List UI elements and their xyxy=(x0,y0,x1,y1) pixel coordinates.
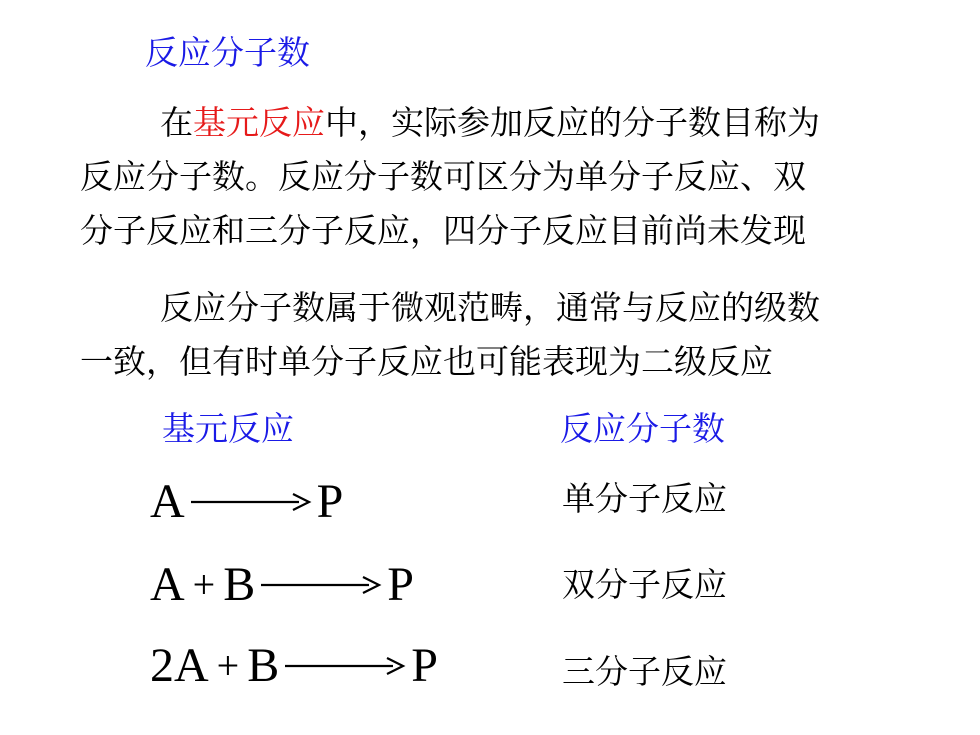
reaction-arrow-icon xyxy=(283,654,407,678)
paragraph-line: 反应分子数。反应分子数可区分为单分子反应、双 xyxy=(80,157,806,196)
molecularity-label-1: 单分子反应 xyxy=(562,479,727,518)
paragraph-line: 反应分子数属于微观范畴，通常与反应的级数 xyxy=(160,288,820,327)
reaction-equation-1 xyxy=(150,475,344,528)
plus-sign: + xyxy=(192,562,216,607)
reaction-arrow-icon xyxy=(259,573,383,597)
highlighted-term: 基元反应 xyxy=(193,103,325,142)
paragraph-line: 分子反应和三分子反应，四分子反应目前尚未发现 xyxy=(80,211,806,250)
reaction-arrow-icon xyxy=(189,490,313,514)
reactant: B xyxy=(223,558,256,611)
paragraph-line xyxy=(80,96,950,150)
text-segment: 中，实际参加反应的分子数目称为 xyxy=(325,103,820,142)
molecularity-label-2: 双分子反应 xyxy=(562,565,727,604)
text-segment: 在 xyxy=(160,103,193,142)
product: P xyxy=(316,475,344,528)
paragraph-line: 一致，但有时单分子反应也可能表现为二级反应 xyxy=(80,342,773,381)
product: P xyxy=(411,639,438,692)
reaction-equation-3 xyxy=(150,639,438,692)
reactant: 2A xyxy=(150,639,209,692)
reactant: B xyxy=(247,639,280,692)
product: P xyxy=(387,558,414,611)
plus-sign: + xyxy=(216,643,240,688)
molecularity-label-3: 三分子反应 xyxy=(562,652,727,691)
reaction-equation-2 xyxy=(150,558,414,611)
slide-title: 反应分子数 xyxy=(145,33,310,72)
reactant: A xyxy=(150,475,185,528)
column-header-elementary-reaction: 基元反应 xyxy=(162,409,294,448)
reactant: A xyxy=(150,558,185,611)
paragraph-definition xyxy=(80,96,950,258)
paragraph-note xyxy=(80,281,950,389)
column-header-molecularity: 反应分子数 xyxy=(560,409,725,448)
